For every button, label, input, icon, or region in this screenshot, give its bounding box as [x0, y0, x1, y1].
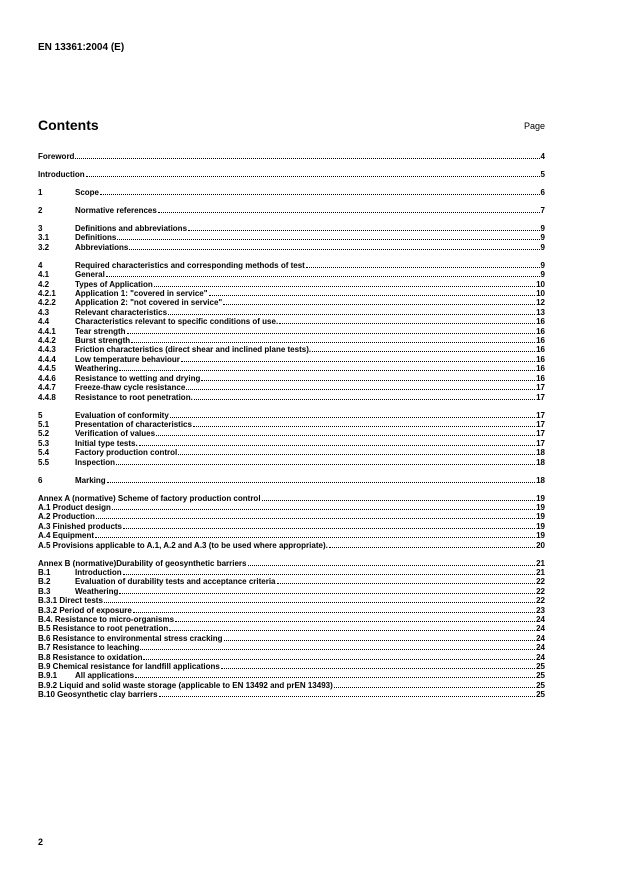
- toc-entry-number: 4.4.7: [38, 383, 56, 393]
- toc-entry-number: 4.1: [38, 270, 50, 280]
- toc-entry: [38, 420, 545, 429]
- toc-entry-title: Freeze-thaw cycle resistance: [75, 383, 186, 393]
- toc-entry-page: 16: [536, 317, 545, 327]
- toc-entry-number: 4.4.4: [38, 354, 56, 364]
- table-of-contents: [38, 152, 545, 700]
- toc-entry-title: Foreword: [38, 152, 75, 161]
- toc-entry: [38, 503, 545, 512]
- toc-leader-dots: [262, 500, 536, 501]
- toc-entry-title: B.7 Resistance to leaching: [38, 643, 140, 653]
- toc-entry: [38, 170, 545, 179]
- toc-entry-page: 19: [536, 521, 545, 531]
- toc-leader-dots: [175, 621, 535, 622]
- toc-entry: [38, 671, 545, 680]
- toc-entry-page: 24: [536, 652, 545, 662]
- toc-entry-title: All applications: [75, 671, 135, 681]
- toc-entry-number: 5.3: [38, 438, 50, 448]
- toc-entry-title: Marking: [75, 475, 106, 485]
- toc-entry: [38, 681, 545, 690]
- toc-entry: [38, 541, 545, 550]
- toc-entry: [38, 615, 545, 624]
- toc-entry-page: 16: [536, 354, 545, 364]
- toc-entry-number: 4.3: [38, 307, 50, 317]
- toc-entry: [38, 243, 545, 252]
- toc-entry-number: 2: [38, 206, 43, 215]
- toc-entry: [38, 317, 545, 326]
- page-column-label: Page: [523, 121, 545, 131]
- toc-entry-title: A.3 Finished products: [38, 521, 123, 531]
- toc-entry-page: 10: [536, 279, 545, 289]
- toc-entry: [38, 494, 545, 503]
- toc-entry: [38, 634, 545, 643]
- toc-leader-dots: [133, 612, 535, 613]
- toc-entry-number: 4.4.2: [38, 336, 56, 346]
- toc-entry-number: 4: [38, 260, 43, 270]
- toc-entry-number: 4.4.3: [38, 345, 56, 355]
- toc-entry: [38, 336, 545, 345]
- toc-entry-title: Application 2: "not covered in service": [75, 298, 223, 308]
- toc-entry-page: 17: [536, 392, 545, 402]
- toc-entry-page: 22: [536, 596, 545, 606]
- toc-entry-page: 7: [540, 206, 545, 215]
- toc-entry: [38, 393, 545, 402]
- toc-entry-number: 4.2: [38, 279, 50, 289]
- toc-entry-page: 25: [536, 671, 545, 681]
- toc-entry: [38, 261, 545, 270]
- toc-entry: [38, 643, 545, 652]
- toc-entry-page: 9: [540, 260, 545, 270]
- toc-entry-page: 5: [540, 170, 545, 179]
- toc-entry-title: A.4 Equipment: [38, 531, 95, 541]
- toc-leader-dots: [329, 547, 535, 548]
- toc-entry-title: Low temperature behaviour: [75, 354, 180, 364]
- toc-entry-page: 17: [536, 410, 545, 420]
- toc-entry-title: B.6 Resistance to environmental stress cracking: [38, 633, 223, 643]
- toc-entry: [38, 152, 545, 161]
- toc-entry-page: 16: [536, 345, 545, 355]
- toc-leader-dots: [107, 482, 535, 483]
- toc-entry-number: B.3: [38, 586, 51, 596]
- toc-entry-page: 19: [536, 493, 545, 503]
- toc-entry-page: 4: [540, 152, 545, 161]
- toc-entry-title: Definitions and abbreviations: [75, 224, 188, 233]
- toc-entry-number: 6: [38, 475, 43, 485]
- toc-entry: [38, 662, 545, 671]
- toc-entry-number: 4.4.1: [38, 326, 56, 336]
- toc-entry: [38, 587, 545, 596]
- toc-leader-dots: [209, 295, 536, 296]
- toc-leader-dots: [181, 361, 535, 362]
- toc-leader-dots: [119, 370, 535, 371]
- toc-entry-title: Definitions: [75, 233, 117, 243]
- toc-entry-number: 4.2.1: [38, 289, 56, 299]
- toc-entry-title: B.8 Resistance to oxidation: [38, 652, 143, 662]
- toc-entry-page: 16: [536, 364, 545, 374]
- toc-entry: [38, 383, 545, 392]
- toc-entry-page: 17: [536, 383, 545, 393]
- toc-entry-page: 9: [540, 242, 545, 252]
- toc-entry-title: Relevant characteristics: [75, 307, 168, 317]
- toc-entry-title: Introduction: [38, 170, 85, 179]
- toc-entry-number: B.2: [38, 577, 51, 587]
- toc-entry-title: Evaluation of conformity: [75, 410, 169, 420]
- toc-entry-number: 5.2: [38, 429, 50, 439]
- toc-entry-page: 16: [536, 373, 545, 383]
- page-number: 2: [38, 837, 44, 847]
- toc-entry: [38, 596, 545, 605]
- toc-entry-number: 4.4.6: [38, 373, 56, 383]
- toc-leader-dots: [127, 333, 536, 334]
- toc-entry-number: 4.4.8: [38, 392, 56, 402]
- toc-leader-dots: [135, 677, 535, 678]
- toc-entry: [38, 270, 545, 279]
- toc-entry: [38, 411, 545, 420]
- toc-entry: [38, 345, 545, 354]
- toc-entry: [38, 188, 545, 197]
- toc-entry: [38, 531, 545, 540]
- toc-entry-page: 12: [536, 298, 545, 308]
- toc-entry-number: 5.4: [38, 448, 50, 458]
- toc-leader-dots: [123, 574, 535, 575]
- toc-entry-page: 20: [536, 540, 545, 550]
- toc-entry-number: 4.2.2: [38, 298, 56, 308]
- toc-entry-page: 18: [536, 457, 545, 467]
- toc-leader-dots: [117, 239, 539, 240]
- toc-leader-dots: [119, 593, 535, 594]
- toc-leader-dots: [168, 314, 535, 315]
- toc-entry-page: 16: [536, 336, 545, 346]
- toc-leader-dots: [188, 230, 540, 231]
- toc-leader-dots: [129, 249, 539, 250]
- toc-entry-title: A.1 Product design: [38, 502, 111, 512]
- toc-entry-number: 5.5: [38, 457, 50, 467]
- toc-entry-page: 24: [536, 624, 545, 634]
- toc-leader-dots: [106, 276, 540, 277]
- toc-entry: [38, 476, 545, 485]
- toc-entry-page: 13: [536, 307, 545, 317]
- toc-leader-dots: [96, 518, 535, 519]
- toc-entry-page: 25: [536, 680, 545, 690]
- toc-leader-dots: [193, 426, 535, 427]
- toc-leader-dots: [169, 630, 535, 631]
- toc-entry-title: Types of Application: [75, 279, 153, 289]
- toc-entry: [38, 577, 545, 586]
- toc-entry-number: 1: [38, 188, 43, 197]
- toc-entry: [38, 458, 545, 467]
- toc-entry: [38, 429, 545, 438]
- toc-entry-page: 17: [536, 438, 545, 448]
- toc-entry-title: A.5 Provisions applicable to A.1, A.2 and A.3 (to be used where appropriate).: [38, 540, 328, 550]
- toc-entry: [38, 206, 545, 215]
- toc-entry-title: General: [75, 270, 105, 280]
- toc-entry-title: B.9.2 Liquid and solid waste storage (applicable to EN 13492 and prEN 13493): [38, 680, 333, 690]
- toc-leader-dots: [131, 342, 535, 343]
- toc-leader-dots: [334, 687, 535, 688]
- toc-entry-page: 18: [536, 475, 545, 485]
- toc-entry: [38, 224, 545, 233]
- toc-leader-dots: [170, 417, 535, 418]
- toc-entry: [38, 512, 545, 521]
- toc-entry: [38, 289, 545, 298]
- toc-entry-title: Annex B (normative)Durability of geosynthetic barriers: [38, 558, 247, 568]
- toc-leader-dots: [221, 668, 535, 669]
- toc-entry-page: 24: [536, 643, 545, 653]
- toc-entry-title: Annex A (normative) Scheme of factory production control: [38, 493, 261, 503]
- toc-entry-title: Burst strength: [75, 336, 131, 346]
- toc-leader-dots: [104, 602, 535, 603]
- toc-entry: [38, 327, 545, 336]
- toc-entry-page: 25: [536, 690, 545, 700]
- toc-leader-dots: [159, 696, 535, 697]
- toc-entry-number: 3.2: [38, 242, 50, 252]
- toc-leader-dots: [223, 304, 535, 305]
- toc-entry: [38, 439, 545, 448]
- toc-entry-title: Factory production control: [75, 448, 178, 458]
- toc-entry: [38, 690, 545, 699]
- toc-entry-page: 24: [536, 615, 545, 624]
- toc-entry: [38, 448, 545, 457]
- toc-entry: [38, 559, 545, 568]
- toc-leader-dots: [158, 212, 540, 213]
- toc-leader-dots: [95, 537, 535, 538]
- toc-entry: [38, 364, 545, 373]
- toc-entry-title: A.2 Production: [38, 512, 95, 522]
- toc-leader-dots: [201, 380, 535, 381]
- toc-entry-page: 21: [536, 567, 545, 577]
- toc-entry-page: 9: [540, 224, 545, 233]
- toc-entry-page: 16: [536, 326, 545, 336]
- toc-entry: [38, 522, 545, 531]
- toc-leader-dots: [306, 267, 540, 268]
- toc-entry-title: Characteristics relevant to specific conditions of use.: [75, 317, 279, 327]
- toc-leader-dots: [154, 286, 535, 287]
- toc-entry-number: 4.4.5: [38, 364, 56, 374]
- toc-entry: [38, 298, 545, 307]
- toc-entry-title: Verification of values: [75, 429, 156, 439]
- toc-entry-page: 6: [540, 188, 545, 197]
- toc-entry-title: Abbreviations: [75, 242, 129, 252]
- document-id: EN 13361:2004 (E): [38, 42, 125, 53]
- toc-entry-number: B.1: [38, 567, 51, 577]
- toc-entry-title: B.10 Geosynthetic clay barriers: [38, 690, 158, 700]
- toc-entry-number: 3.1: [38, 233, 50, 243]
- toc-leader-dots: [75, 158, 539, 159]
- toc-entry-page: 23: [536, 605, 545, 615]
- toc-entry-page: 22: [536, 577, 545, 587]
- toc-leader-dots: [277, 583, 536, 584]
- toc-entry-title: B.3.2 Period of exposure: [38, 605, 132, 615]
- toc-leader-dots: [140, 649, 535, 650]
- toc-entry-number: 5: [38, 410, 43, 420]
- toc-entry-page: 18: [536, 448, 545, 458]
- toc-leader-dots: [100, 194, 540, 195]
- toc-entry: [38, 233, 545, 242]
- toc-leader-dots: [139, 445, 535, 446]
- toc-entry: [38, 624, 545, 633]
- toc-entry-title: Friction characteristics (direct shear and inclined plane tests).: [75, 345, 312, 355]
- toc-leader-dots: [156, 435, 535, 436]
- toc-entry-page: 17: [536, 429, 545, 439]
- toc-entry-page: 19: [536, 531, 545, 541]
- contents-title: Contents: [38, 117, 99, 133]
- toc-entry-title: Weathering: [75, 586, 119, 596]
- toc-entry-page: 9: [540, 233, 545, 243]
- toc-entry-page: 22: [536, 586, 545, 596]
- toc-entry: [38, 280, 545, 289]
- toc-entry-title: Scope: [75, 188, 100, 197]
- toc-leader-dots: [224, 640, 536, 641]
- toc-entry-title: Evaluation of durability tests and acceptance criteria: [75, 577, 276, 587]
- toc-entry-number: 4.4: [38, 317, 50, 327]
- toc-entry-page: 24: [536, 633, 545, 643]
- toc-entry-title: Presentation of characteristics: [75, 419, 192, 429]
- toc-entry-title: Resistance to root penetration.: [75, 392, 193, 402]
- toc-entry-number: 3: [38, 224, 43, 233]
- toc-entry-page: 9: [540, 270, 545, 280]
- toc-entry-title: Weathering: [75, 364, 119, 374]
- toc-entry-title: B.9 Chemical resistance for landfill applications: [38, 662, 220, 672]
- toc-entry-title: Introduction: [75, 567, 122, 577]
- toc-leader-dots: [178, 454, 535, 455]
- toc-entry: [38, 606, 545, 615]
- toc-entry-number: B.9.1: [38, 671, 58, 681]
- toc-entry-title: Normative references: [75, 206, 157, 215]
- toc-entry: [38, 568, 545, 577]
- toc-entry-title: Application 1: "covered in service": [75, 289, 208, 299]
- toc-entry-page: 19: [536, 512, 545, 522]
- toc-leader-dots: [116, 464, 535, 465]
- toc-leader-dots: [143, 659, 535, 660]
- toc-entry: [38, 374, 545, 383]
- toc-entry-title: Required characteristics and corresponding methods of test: [75, 260, 305, 270]
- toc-entry: [38, 308, 545, 317]
- toc-entry-title: B.4. Resistance to micro-organisms: [38, 615, 175, 624]
- toc-leader-dots: [194, 399, 535, 400]
- toc-entry-page: 21: [536, 558, 545, 568]
- toc-entry-title: B.5 Resistance to root penetration: [38, 624, 169, 634]
- toc-entry: [38, 355, 545, 364]
- toc-leader-dots: [186, 389, 535, 390]
- toc-leader-dots: [123, 528, 535, 529]
- toc-leader-dots: [312, 351, 535, 352]
- toc-leader-dots: [112, 509, 535, 510]
- toc-leader-dots: [86, 176, 540, 177]
- toc-leader-dots: [279, 323, 535, 324]
- toc-entry-page: 10: [536, 289, 545, 299]
- toc-entry-title: Resistance to wetting and drying: [75, 373, 201, 383]
- toc-entry-title: Inspection: [75, 457, 116, 467]
- toc-entry-number: 5.1: [38, 419, 50, 429]
- toc-entry-title: Tear strength: [75, 326, 126, 336]
- toc-entry-title: Initial type tests.: [75, 438, 138, 448]
- toc-entry-page: 25: [536, 662, 545, 672]
- toc-entry-page: 19: [536, 502, 545, 512]
- toc-leader-dots: [248, 565, 536, 566]
- toc-entry-title: B.3.1 Direct tests: [38, 596, 103, 606]
- toc-entry-page: 17: [536, 419, 545, 429]
- toc-entry: [38, 653, 545, 662]
